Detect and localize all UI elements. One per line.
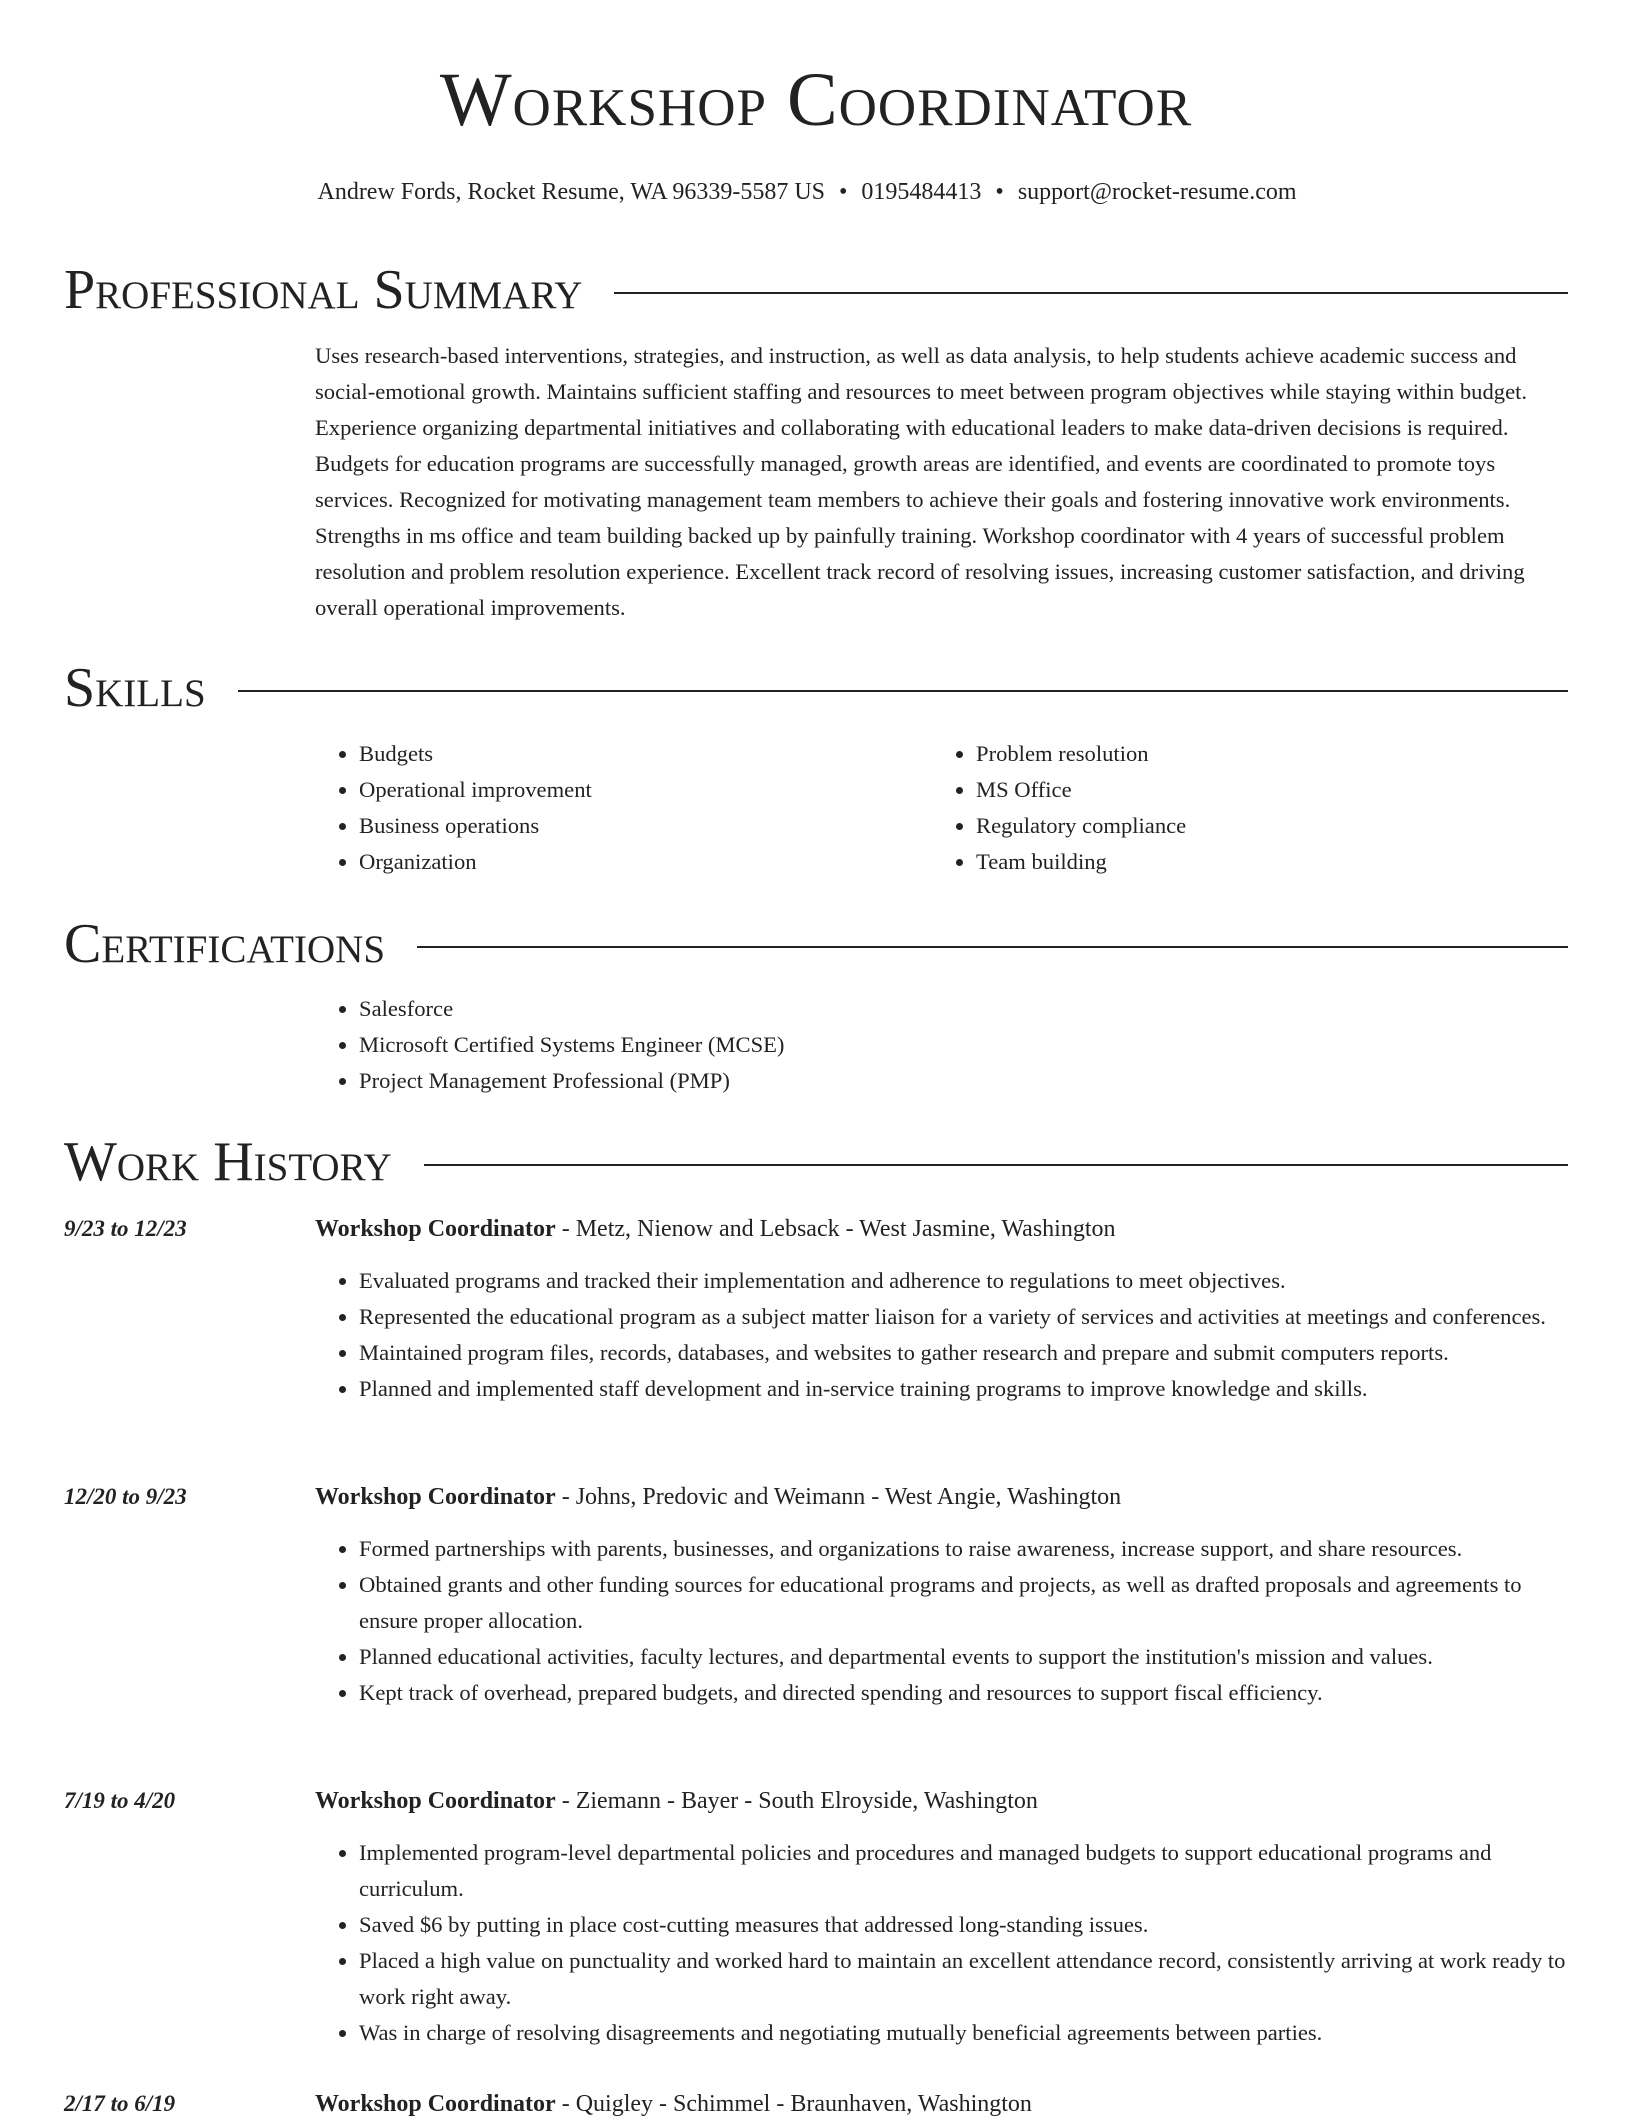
job-dates: 12/20 to 9/23 <box>64 1484 187 1509</box>
skills-column-left <box>315 736 932 880</box>
skill-item: • Regulatory compliance <box>976 808 1549 844</box>
job-dates: 2/17 to 6/19 <box>64 2091 176 2116</box>
duty-item: • Kept track of overhead, prepared budgets, and directed spending and resources to support fiscal efficiency. <box>359 1675 1570 1711</box>
job-employer-location: - Johns, Predovic and Weimann - West Angie, Washington <box>555 1484 1122 1510</box>
contact-separator: • <box>995 179 1004 205</box>
job-duties <box>315 1531 1570 1711</box>
duty-item: • Formed partnerships with parents, businesses, and organizations to raise awareness, increase support, and share resources. <box>359 1531 1570 1567</box>
job-dates: 7/19 to 4/20 <box>64 1788 176 1813</box>
job-employer-location: - Quigley - Schimmel - Braunhaven, Washington <box>555 2091 1032 2117</box>
duty-item: • Implemented program-level departmental policies and procedures and managed budgets to support educational programs and curriculum. <box>359 1835 1570 1907</box>
work-history-section-header <box>64 1131 1568 1193</box>
certifications-heading: Certifications <box>64 913 386 975</box>
section-divider <box>417 946 1568 948</box>
job-title: Workshop Coordinator <box>315 1484 556 1510</box>
job-title: Workshop Coordinator <box>315 1788 556 1814</box>
duty-item: • Maintained program files, records, databases, and websites to gather research and prepare and submit computers reports. <box>359 1335 1570 1371</box>
skills-list <box>315 736 1570 880</box>
job-duties <box>315 1835 1570 2051</box>
job-employer-location: - Metz, Nienow and Lebsack - West Jasmine, Washington <box>555 1216 1116 1242</box>
duty-item: • Saved $6 by putting in place cost-cutting measures that addressed long-standing issues. <box>359 1907 1570 1943</box>
job-heading <box>315 2088 1032 2120</box>
certification-item: • Salesforce <box>359 991 1570 1027</box>
duty-item: • Evaluated programs and tracked their implementation and adherence to regulations to meet objectives. <box>359 1263 1570 1299</box>
job-heading <box>315 1481 1121 1513</box>
summary-text: Uses research-based interventions, strategies, and instruction, as well as data analysis, to help students achieve academic success and social-emotional growth. Maintains sufficient staffing and resources to meet between program objectives while staying within budget. Experience organizing departmental initiatives and collaborating with educational leaders to make data-driven decisions is required. Budgets for education programs are successfully managed, growth areas are identified, and events are coordinated to promote toys services. Recognized for motivating management team members to achieve their goals and fostering innovative work environments. Strengths in ms office and team building backed up by painfully training. Workshop coordinator with 4 years of successful problem resolution and problem resolution experience. Excellent track record of resolving issues, increasing customer satisfaction, and driving overall operational improvements. <box>315 343 1528 620</box>
section-divider <box>614 292 1568 294</box>
skill-item: • Problem resolution <box>976 736 1549 772</box>
skill-item: • Budgets <box>359 736 932 772</box>
summary-heading: Professional Summary <box>64 259 583 321</box>
job-employer-location: - Ziemann - Bayer - South Elroyside, Washington <box>555 1788 1038 1814</box>
skills-column-right <box>932 736 1549 880</box>
skill-item: • Business operations <box>359 808 932 844</box>
skill-item: • MS Office <box>976 772 1549 808</box>
contact-separator: • <box>839 179 848 205</box>
summary-section-header <box>64 259 1568 321</box>
duty-item: • Was in charge of resolving disagreements and negotiating mutually beneficial agreements between parties. <box>359 2015 1570 2051</box>
job-title: Workshop Coordinator <box>315 2091 556 2117</box>
skill-item: • Team building <box>976 844 1549 880</box>
certifications-section-header <box>64 913 1568 975</box>
job-title: Workshop Coordinator <box>315 1216 556 1242</box>
document-title: Workshop Coordinator <box>439 58 1193 142</box>
work-history-heading: Work History <box>64 1131 392 1193</box>
certification-item: • Project Management Professional (PMP) <box>359 1063 1570 1099</box>
duty-item: • Planned and implemented staff development and in-service training programs to improve knowledge and skills. <box>359 1371 1570 1407</box>
job-heading <box>315 1785 1038 1817</box>
duty-item: • Planned educational activities, faculty lectures, and departmental events to support the institution's mission and values. <box>359 1639 1570 1675</box>
job-duties <box>315 1263 1570 1407</box>
job-heading <box>315 1213 1116 1245</box>
job-dates: 9/23 to 12/23 <box>64 1216 187 1241</box>
contact-phone: 0195484413 <box>861 179 982 205</box>
skills-section-header <box>64 657 1568 719</box>
contact-address: Andrew Fords, Rocket Resume, WA 96339-5587 US <box>317 179 826 205</box>
skill-item: • Operational improvement <box>359 772 932 808</box>
section-divider <box>424 1164 1568 1166</box>
contact-email: support@rocket-resume.com <box>1017 179 1297 205</box>
skills-heading: Skills <box>64 657 206 719</box>
contact-line <box>0 176 1614 208</box>
duty-item: • Placed a high value on punctuality and worked hard to maintain an excellent attendance record, consistently arriving at work ready to work right away. <box>359 1943 1570 2015</box>
section-divider <box>238 690 1568 692</box>
certification-item: • Microsoft Certified Systems Engineer (MCSE) <box>359 1027 1570 1063</box>
skill-item: • Organization <box>359 844 932 880</box>
duty-item: • Represented the educational program as a subject matter liaison for a variety of services and activities at meetings and conferences. <box>359 1299 1570 1335</box>
duty-item: • Obtained grants and other funding sources for educational programs and projects, as well as drafted proposals and agreements to ensure proper allocation. <box>359 1567 1570 1639</box>
certifications-list <box>315 991 1570 1099</box>
